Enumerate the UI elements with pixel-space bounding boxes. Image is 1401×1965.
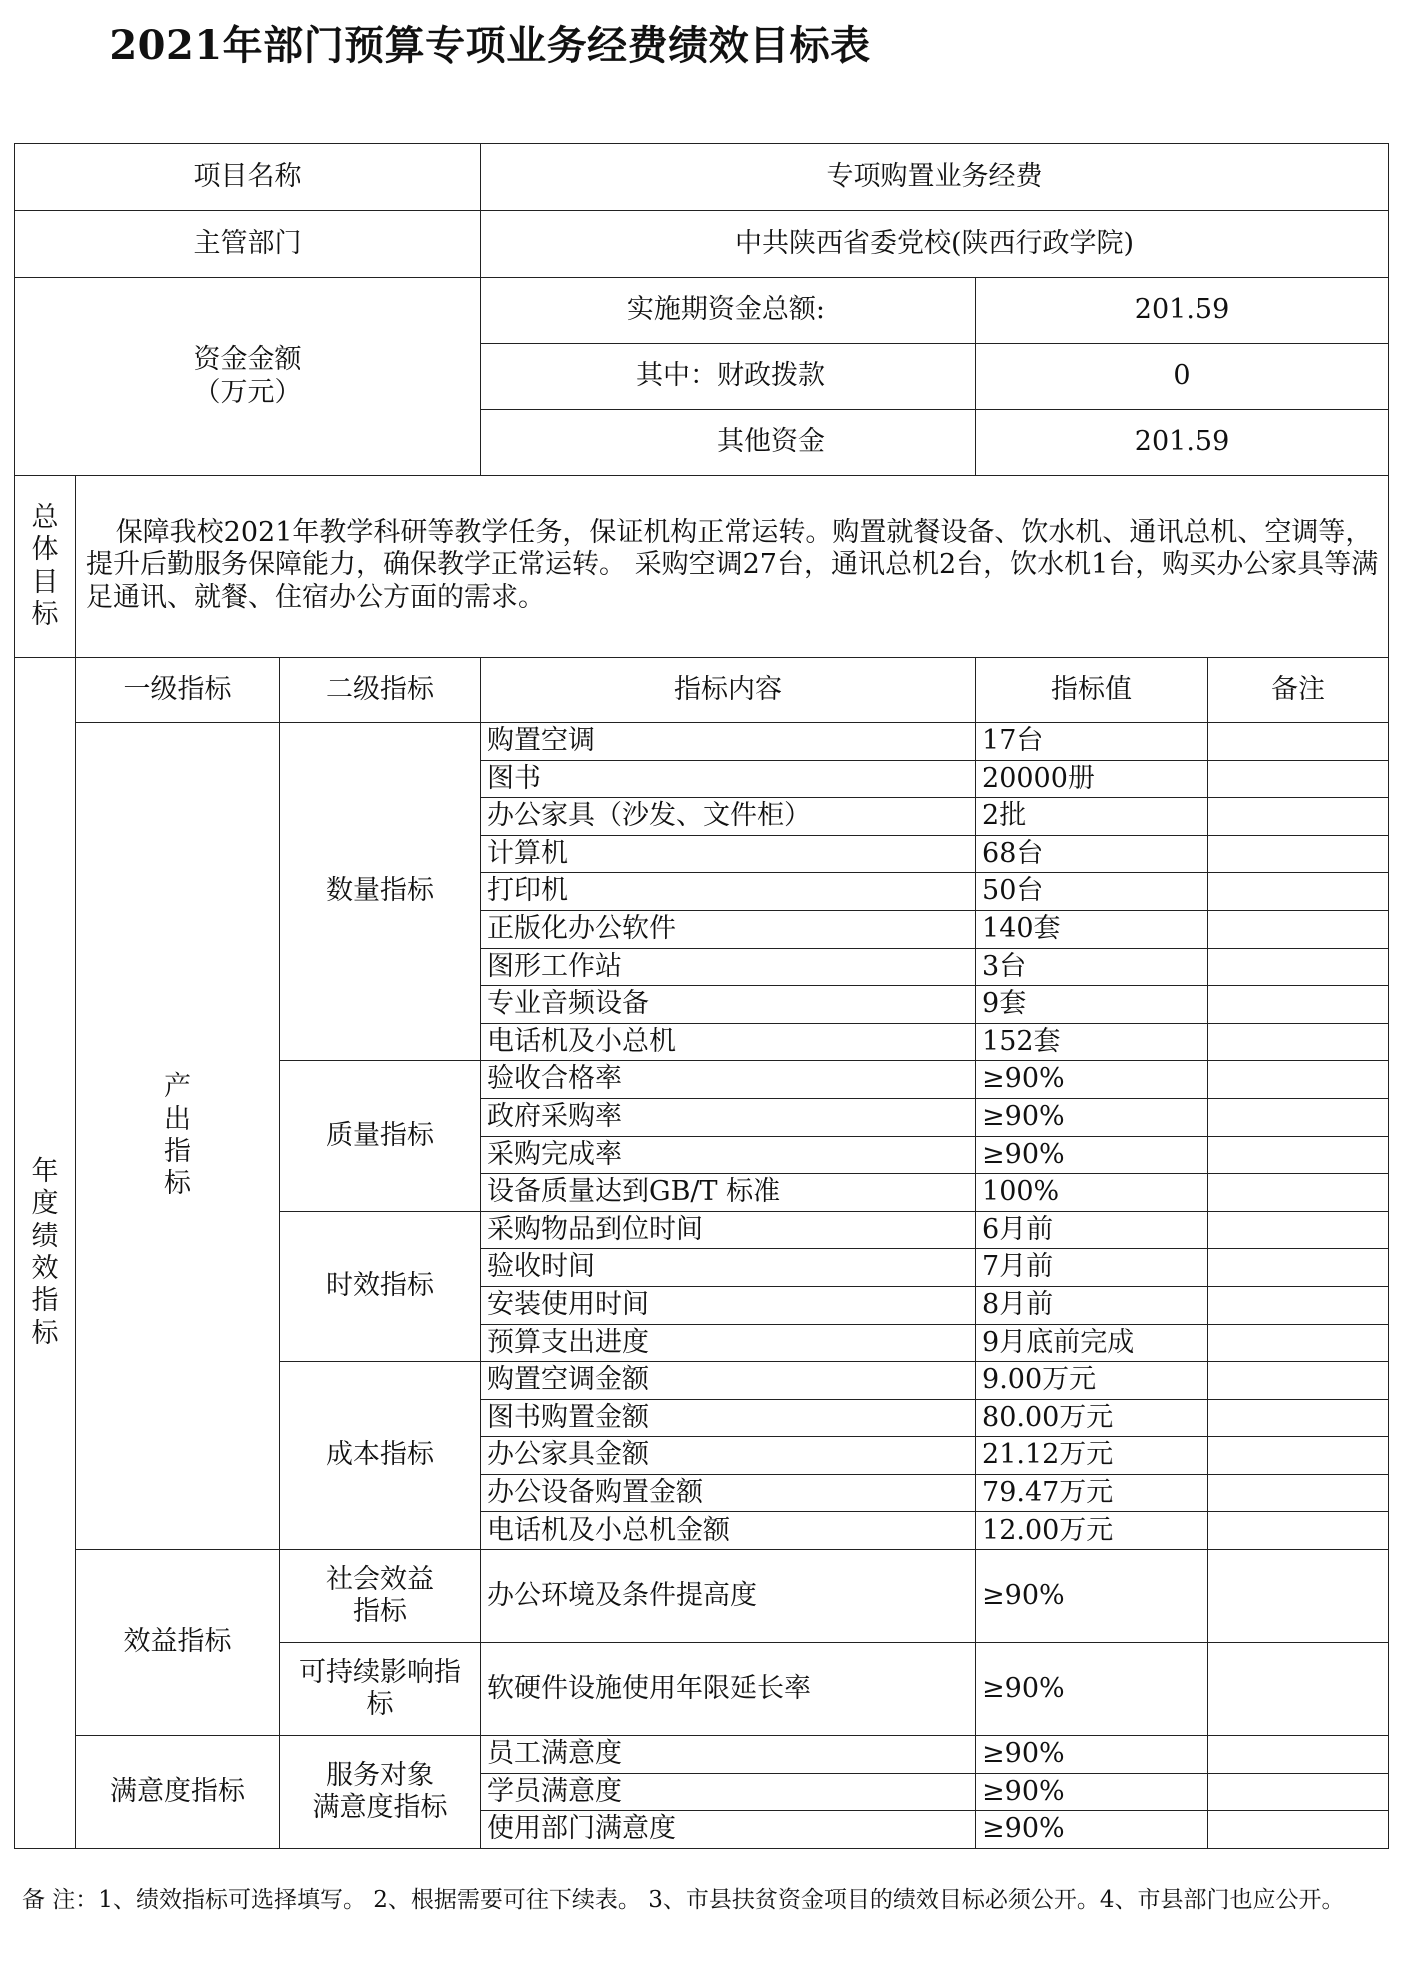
indicator-value: 6月前 — [976, 1211, 1208, 1249]
timeliness-indicator-label: 时效指标 — [280, 1211, 481, 1361]
indicator-content: 预算支出进度 — [481, 1324, 976, 1362]
funds-total-label: 实施期资金总额: — [481, 278, 976, 344]
sustain-impact-label-line2: 标 — [366, 1689, 394, 1721]
header-remark: 备注 — [1208, 658, 1389, 723]
indicator-value: 79.47万元 — [976, 1474, 1208, 1512]
indicator-remark — [1208, 760, 1389, 798]
indicator-remark — [1208, 1023, 1389, 1061]
indicator-remark — [1208, 1474, 1389, 1512]
indicator-content: 学员满意度 — [481, 1773, 976, 1811]
project-name-label: 项目名称 — [15, 144, 481, 211]
indicator-remark — [1208, 1399, 1389, 1437]
overall-goal-text — [76, 476, 1389, 658]
satisfaction-indicator-label: 满意度指标 — [76, 1736, 280, 1849]
annual-label-char: 度 — [31, 1188, 59, 1220]
overall-label-char: 体 — [31, 534, 59, 566]
indicator-value: 7月前 — [976, 1249, 1208, 1287]
indicator-remark — [1208, 1736, 1389, 1774]
service-satisfaction-line2: 满意度指标 — [312, 1791, 448, 1823]
indicator-value: 21.12万元 — [976, 1437, 1208, 1475]
overall-goal-label — [15, 476, 76, 658]
indicator-value: 50台 — [976, 873, 1208, 911]
output-indicator-label — [76, 723, 280, 1550]
indicator-content: 使用部门满意度 — [481, 1811, 976, 1849]
indicator-content: 专业音频设备 — [481, 986, 976, 1024]
service-satisfaction-label — [280, 1736, 481, 1849]
indicator-content: 图书购置金额 — [481, 1399, 976, 1437]
funds-label — [15, 278, 481, 476]
indicator-content: 购置空调金额 — [481, 1362, 976, 1400]
social-benefit-label-line1: 社会效益 — [326, 1563, 434, 1595]
indicator-remark — [1208, 723, 1389, 761]
indicator-value: ≥90% — [976, 1736, 1208, 1774]
indicator-value: 140套 — [976, 910, 1208, 948]
indicator-remark — [1208, 948, 1389, 986]
performance-table — [14, 143, 1389, 1849]
indicator-remark — [1208, 986, 1389, 1024]
indicator-content: 办公家具金额 — [481, 1437, 976, 1475]
indicator-content: 计算机 — [481, 835, 976, 873]
annual-label-char: 指 — [31, 1285, 59, 1317]
indicator-content: 购置空调 — [481, 723, 976, 761]
indicator-value: ≥90% — [976, 1643, 1208, 1736]
indicator-content: 电话机及小总机金额 — [481, 1512, 976, 1550]
funds-total-value: 201.59 — [976, 278, 1389, 344]
indicator-content: 采购物品到位时间 — [481, 1211, 976, 1249]
annual-label-char: 绩 — [31, 1220, 59, 1252]
output-label-char: 指 — [164, 1136, 191, 1168]
indicator-remark — [1208, 1061, 1389, 1099]
annual-label-char: 效 — [31, 1252, 59, 1284]
indicator-value: 152套 — [976, 1023, 1208, 1061]
funds-other-label: 其他资金 — [481, 410, 976, 476]
indicator-remark — [1208, 1362, 1389, 1400]
funds-fiscal-label: 其中：财政拨款 — [481, 344, 976, 410]
indicator-remark — [1208, 1437, 1389, 1475]
indicator-value: ≥90% — [976, 1550, 1208, 1643]
indicator-remark — [1208, 1811, 1389, 1849]
indicator-content: 设备质量达到GB/T 标准 — [481, 1174, 976, 1212]
social-benefit-label-line2: 指标 — [353, 1596, 407, 1628]
indicator-remark — [1208, 873, 1389, 911]
indicator-remark — [1208, 1249, 1389, 1287]
output-label-char: 标 — [164, 1168, 191, 1200]
benefit-indicator-label: 效益指标 — [76, 1550, 280, 1736]
indicator-content: 办公家具（沙发、文件柜） — [481, 798, 976, 836]
indicator-content: 验收时间 — [481, 1249, 976, 1287]
sustain-impact-label-line1: 可持续影响指 — [299, 1656, 461, 1688]
overall-goal-paragraph: 保障我校2021年教学科研等教学任务，保证机构正常运转。购置就餐设备、饮水机、通讯总机、空调等，提升后勤服务保障能力，确保教学正常运转。 采购空调27台，通讯总机2台，饮水机1台，购买办公家具等满足通讯、就餐、住宿办公方面的需求。 — [86, 516, 1379, 613]
indicator-remark — [1208, 1211, 1389, 1249]
indicator-header-row — [15, 658, 1389, 723]
funds-other-value: 201.59 — [976, 410, 1389, 476]
sustain-impact-label — [280, 1643, 481, 1736]
output-label-char: 出 — [164, 1103, 191, 1135]
indicator-remark — [1208, 1550, 1389, 1643]
indicator-value: ≥90% — [976, 1136, 1208, 1174]
indicator-content: 图形工作站 — [481, 948, 976, 986]
annual-label-char: 标 — [31, 1317, 59, 1349]
service-satisfaction-line1: 服务对象 — [326, 1759, 434, 1791]
project-name-value: 专项购置业务经费 — [481, 144, 1389, 211]
indicator-value: 3台 — [976, 948, 1208, 986]
indicator-value: 100% — [976, 1174, 1208, 1212]
indicator-remark — [1208, 1286, 1389, 1324]
table-row — [15, 1736, 1389, 1774]
indicator-content: 办公设备购置金额 — [481, 1474, 976, 1512]
indicator-remark — [1208, 1136, 1389, 1174]
indicator-value: 8月前 — [976, 1286, 1208, 1324]
indicator-value: 9月底前完成 — [976, 1324, 1208, 1362]
indicator-remark — [1208, 1324, 1389, 1362]
table-row — [15, 1550, 1389, 1643]
indicator-content: 正版化办公软件 — [481, 910, 976, 948]
overall-label-char: 总 — [31, 501, 59, 533]
indicator-remark — [1208, 1174, 1389, 1212]
indicator-value: 2批 — [976, 798, 1208, 836]
indicator-content: 图书 — [481, 760, 976, 798]
social-benefit-label — [280, 1550, 481, 1643]
indicator-content: 软硬件设施使用年限延长率 — [481, 1643, 976, 1736]
quality-indicator-label: 质量指标 — [280, 1061, 481, 1211]
indicator-content: 验收合格率 — [481, 1061, 976, 1099]
indicator-remark — [1208, 1512, 1389, 1550]
annual-label-char: 年 — [31, 1155, 59, 1187]
table-row — [15, 723, 1389, 761]
funds-total-row — [15, 278, 1389, 344]
indicator-content: 员工满意度 — [481, 1736, 976, 1774]
indicator-value: ≥90% — [976, 1061, 1208, 1099]
annual-indicator-label — [15, 658, 76, 1849]
indicator-remark — [1208, 1773, 1389, 1811]
header-content: 指标内容 — [481, 658, 976, 723]
overall-label-char: 目 — [31, 566, 59, 598]
funds-label-line2: （万元） — [193, 376, 302, 408]
indicator-value: 20000册 — [976, 760, 1208, 798]
funds-label-line1: 资金金额 — [193, 344, 302, 376]
indicator-remark — [1208, 1098, 1389, 1136]
department-value: 中共陕西省委党校(陕西行政学院) — [481, 211, 1389, 278]
output-label-char: 产 — [164, 1071, 191, 1103]
indicator-value: ≥90% — [976, 1773, 1208, 1811]
header-value: 指标值 — [976, 658, 1208, 723]
overall-goal-row — [15, 476, 1389, 658]
indicator-remark — [1208, 835, 1389, 873]
project-name-row — [15, 144, 1389, 211]
indicator-value: 17台 — [976, 723, 1208, 761]
indicator-value: ≥90% — [976, 1098, 1208, 1136]
indicator-value: 9.00万元 — [976, 1362, 1208, 1400]
indicator-remark — [1208, 798, 1389, 836]
header-level1: 一级指标 — [76, 658, 280, 723]
cost-indicator-label: 成本指标 — [280, 1362, 481, 1550]
indicator-remark — [1208, 1643, 1389, 1736]
indicator-content: 电话机及小总机 — [481, 1023, 976, 1061]
indicator-value: 12.00万元 — [976, 1512, 1208, 1550]
indicator-content: 安装使用时间 — [481, 1286, 976, 1324]
indicator-content: 采购完成率 — [481, 1136, 976, 1174]
indicator-value: 80.00万元 — [976, 1399, 1208, 1437]
page-title: 2021年部门预算专项业务经费绩效目标表 — [109, 22, 871, 69]
header-level2: 二级指标 — [280, 658, 481, 723]
indicator-remark — [1208, 910, 1389, 948]
department-label: 主管部门 — [15, 211, 481, 278]
overall-label-char: 标 — [31, 598, 59, 630]
department-row — [15, 211, 1389, 278]
indicator-content: 政府采购率 — [481, 1098, 976, 1136]
funds-fiscal-value: 0 — [976, 344, 1389, 410]
indicator-content: 打印机 — [481, 873, 976, 911]
indicator-value: 9套 — [976, 986, 1208, 1024]
indicator-content: 办公环境及条件提高度 — [481, 1550, 976, 1643]
footnote: 备 注：1、绩效指标可选择填写。 2、根据需要可往下续表。 3、市县扶贫资金项目的绩效目标必须公开。4、市县部门也应公开。 — [22, 1887, 1345, 1913]
quantity-indicator-label: 数量指标 — [280, 723, 481, 1061]
indicator-value: 68台 — [976, 835, 1208, 873]
indicator-value: ≥90% — [976, 1811, 1208, 1849]
